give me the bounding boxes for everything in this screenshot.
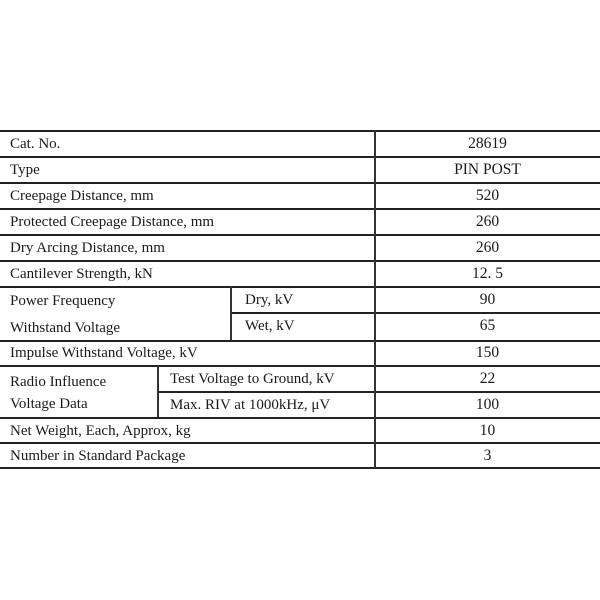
cat-no-value: 28619 — [468, 135, 507, 152]
row-divider — [0, 234, 600, 236]
row-divider — [0, 286, 600, 288]
spec-table — [0, 130, 600, 468]
max-riv-value: 100 — [475, 396, 500, 413]
row-divider — [0, 260, 600, 262]
creepage-label: Creepage Distance, mm — [10, 188, 154, 204]
dry-kv-label: Dry, kV — [245, 292, 294, 308]
protected-creepage-value: 260 — [475, 213, 500, 230]
withstand-voltage-label: Withstand Voltage — [10, 320, 121, 336]
cantilever-label: Cantilever Strength, kN — [10, 266, 153, 282]
wet-kv-value: 65 — [479, 317, 496, 334]
test-voltage-label: Test Voltage to Ground, kV — [170, 371, 335, 387]
net-weight-label: Net Weight, Each, Approx, kg — [10, 423, 191, 439]
dry-arcing-value: 260 — [475, 239, 500, 256]
package-value: 3 — [483, 447, 492, 464]
impulse-label: Impulse Withstand Voltage, kV — [10, 345, 198, 361]
table-bottom-border — [0, 467, 600, 469]
table-top-border — [0, 130, 600, 132]
cat-no-label: Cat. No. — [10, 136, 61, 152]
package-label: Number in Standard Package — [10, 448, 186, 464]
protected-creepage-label: Protected Creepage Distance, mm — [10, 214, 215, 230]
power-frequency-label: Power Frequency — [10, 293, 116, 309]
dry-kv-value: 90 — [479, 291, 496, 308]
wet-kv-label: Wet, kV — [245, 318, 295, 334]
cantilever-value: 12. 5 — [472, 265, 503, 282]
row-divider — [0, 365, 600, 367]
row-divider — [157, 391, 600, 393]
radio-influence-subdivider — [157, 365, 159, 417]
radio-influence-label: Radio Influence — [10, 374, 107, 390]
test-voltage-value: 22 — [479, 370, 496, 387]
creepage-value: 520 — [475, 187, 500, 204]
row-divider — [0, 156, 600, 158]
row-divider — [0, 442, 600, 444]
power-frequency-subdivider — [230, 286, 232, 340]
dry-arcing-label: Dry Arcing Distance, mm — [10, 240, 165, 256]
voltage-data-label: Voltage Data — [10, 396, 88, 412]
type-value: PIN POST — [454, 161, 521, 178]
row-divider — [230, 312, 600, 314]
impulse-value: 150 — [475, 344, 500, 361]
row-divider — [0, 208, 600, 210]
net-weight-value: 10 — [479, 422, 496, 439]
type-label: Type — [10, 162, 40, 178]
row-divider — [0, 182, 600, 184]
row-divider — [0, 340, 600, 342]
max-riv-label: Max. RIV at 1000kHz, μV — [170, 397, 331, 413]
row-divider — [0, 417, 600, 419]
